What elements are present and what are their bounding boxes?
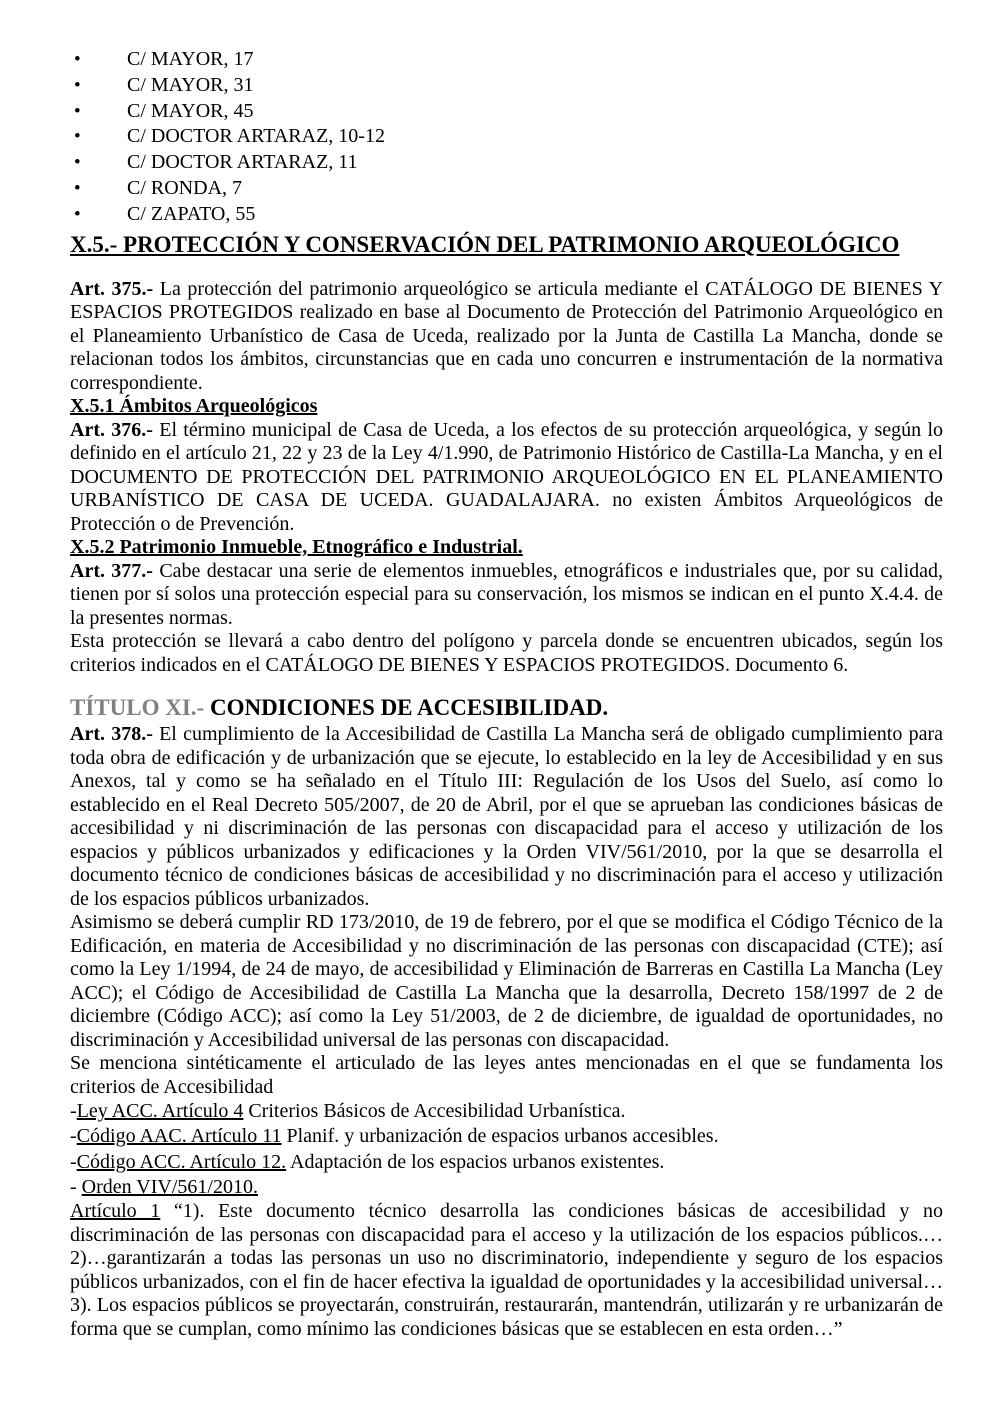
law-reference-prefix: - [70,1100,77,1123]
street-address: C/ ZAPATO, 55 [127,202,256,225]
article-375 [70,278,943,396]
law-reference-link: Orden VIV/561/2010. [81,1175,258,1198]
article-378 [70,723,943,911]
street-address: C/ DOCTOR ARTARAZ, 10-12 [127,125,385,148]
bullet-icon: • [74,74,81,96]
article-375-label: Art. 375.- [70,277,154,300]
article-375-body: La protección del patrimonio arqueológico se articula mediante el CATÁLOGO DE BIENES Y ESPACIOS PROTEGIDOS realizado en base al Documento de Protección del Patrimonio Arqueológico en el Planeamiento Urbanístico de Casa de Uceda, realizado por la Junta de Castilla La Mancha, donde se relacionan todos los ámbitos, circunstancias que en cada uno concurren e instrumentación de la normativa correspondiente. [70,277,944,394]
article-377 [70,560,943,631]
article-376-label: Art. 376.- [70,418,153,441]
article-377-paragraph-2: Esta protección se llevará a cabo dentro del polígono y parcela donde se encuentren ubicados, según los criterios indicados en el CATÁLOGO DE BIENES Y ESPACIOS PROTEGIDOS. Documento 6. [70,630,943,676]
titulo-xi-title: CONDICIONES DE ACCESIBILIDAD. [209,695,609,721]
article-378-body: El cumplimiento de la Accesibilidad de Castilla La Mancha será de obligado cumplimiento para toda obra de edificación y de urbanización que se ejecute, lo establecido en la ley de Accesibilidad y en sus Anexos, tal y como se ha señalado en el Título III: Regulación de los Usos del Suelo, así como lo establecido en el Real Decreto 505/2007, de 20 de Abril, por el que se aprueban las condiciones básicas de accesibilidad y ni discriminación de las personas con discapacidad para el acceso y utilización de los espacios y públicos urbanizados y edificaciones y la Orden VIV/561/2010, por la que se desarrolla el documento técnico de condiciones básicas de accesibilidad y no discriminación para el acceso y utilización de los espacios públicos urbanizados. [70,723,943,910]
law-reference-description: Criterios Básicos de Accesibilidad Urbanística. [243,1100,626,1123]
section-x51-heading: X.5.1 Ámbitos Arqueológicos [70,395,318,418]
street-list-item [70,176,943,202]
titulo-xi-paragraph-3: Se menciona sintéticamente el articulado de las leyes antes mencionadas en el que se fundamenta los criterios de Accesibilidad [70,1052,943,1098]
titulo-xi-label: TÍTULO XI.- [70,695,205,721]
article-377-body: Cabe destacar una serie de elementos inmuebles, etnográficos e industriales que, por su calidad, tienen por sí solos una protección especial para su conservación, los mismos se indican en el punto X.4.4. de la presentes normas. [70,559,944,629]
street-list-item [70,150,943,176]
street-list-item [70,99,943,125]
section-x5-heading: X.5.- PROTECCIÓN Y CONSERVACIÓN DEL PATRIMONIO ARQUEOLÓGICO [70,231,900,257]
street-address: C/ MAYOR, 31 [127,73,254,96]
bullet-icon: • [74,126,81,148]
bullet-icon: • [74,203,81,225]
articulo-1-paragraph [70,1200,943,1341]
street-address: C/ MAYOR, 17 [127,48,254,70]
law-reference-prefix: - [70,1125,77,1148]
law-reference-link: Código ACC. Artículo 12. [76,1150,287,1173]
section-x52-heading: X.5.2 Patrimonio Inmueble, Etnográfico e Industrial. [70,536,523,559]
articulo-1-body: “1). Este documento técnico desarrolla las condiciones básicas de accesibilidad y no discriminación de las personas con discapacidad para el acceso y la utilización de los espacios públicos.…2)…garantizarán a todas las personas un uso no discriminatorio, independiente y seguro de los espacios públicos urbanizados, con el fin de hacer efectiva la igualdad de oportunidades y la accesibilidad universal…3). Los espacios públicos se proyectarán, construirán, restaurarán, mantendrán, utilizarán y re urbanizarán de forma que se cumplan, como mínimo las condiciones básicas que se establecen en esta orden…” [70,1200,944,1340]
street-address: C/ DOCTOR ARTARAZ, 11 [127,151,358,174]
street-address: C/ RONDA, 7 [127,176,243,199]
law-reference-link: Ley ACC. Artículo 4 [76,1100,244,1123]
street-list-item [70,47,943,73]
bullet-icon: • [74,177,81,199]
articulo-1-label: Artículo 1 [70,1200,161,1223]
law-reference-prefix: - [70,1175,82,1198]
law-reference-line [70,1150,943,1175]
law-reference-line [70,1099,943,1124]
article-376 [70,419,943,537]
law-reference-description: Planif. y urbanización de espacios urbanos accesibles. [281,1125,719,1148]
law-reference-prefix: - [70,1150,77,1173]
street-list [70,47,943,228]
street-address: C/ MAYOR, 45 [127,99,254,122]
law-reference-line [70,1124,943,1149]
article-377-label: Art. 377.- [70,559,153,582]
bullet-icon: • [74,49,81,70]
law-reference-link: Código AAC. Artículo 11 [76,1125,282,1148]
law-reference-line [70,1175,943,1200]
article-378-label: Art. 378.- [70,723,153,746]
street-list-item [70,124,943,150]
article-376-body: El término municipal de Casa de Uceda, a los efectos de su protección arqueológica, y según lo definido en el artículo 21, 22 y 23 de la Ley 4/1.990, de Patrimonio Histórico de Castilla-La Mancha, y en el DOCUMENTO DE PROTECCIÓN DEL PATRIMONIO ARQUEOLÓGICO EN EL PLANEAMIENTO URBANÍSTICO DE CASA DE UCEDA. GUADALAJARA. no existen Ámbitos Arqueológicos de Protección o de Prevención. [70,418,944,535]
law-reference-description: Adaptación de los espacios urbanos existentes. [286,1150,665,1173]
street-list-item [70,73,943,99]
titulo-xi-heading [70,694,943,722]
titulo-xi-paragraph-2: Asimismo se deberá cumplir RD 173/2010, de 19 de febrero, por el que se modifica el Código Técnico de la Edificación, en materia de Accesibilidad y no discriminación de las personas con discapacidad (CTE); así como la Ley 1/1994, de 24 de mayo, de accesibilidad y Eliminación de Barreras en Castilla La Mancha (Ley ACC); el Código de Accesibilidad de Castilla La Mancha que la desarrolla, Decreto 158/1997 de 2 de diciembre (Código ACC); así como la Ley 51/2003, de 2 de diciembre, de igualdad de oportunidades, no discriminación y Accesibilidad universal de las personas con discapacidad. [70,911,943,1051]
bullet-icon: • [74,152,81,174]
street-list-item [70,202,943,228]
bullet-icon: • [74,100,81,122]
